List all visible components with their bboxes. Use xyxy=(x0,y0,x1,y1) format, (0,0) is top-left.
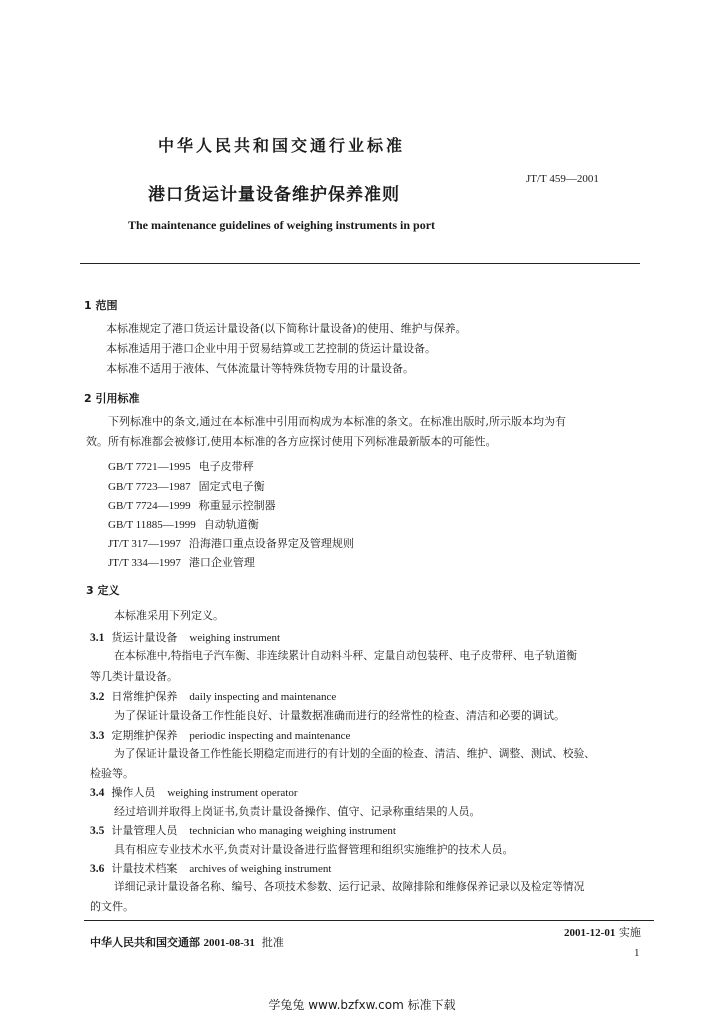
term-definition: 为了保证计量设备工作性能良好、计量数据准确而进行的经常性的检查、清洁和必要的调试。 xyxy=(114,709,565,722)
reference-item: GB/T 7724—1999 称重显示控制器 xyxy=(108,499,276,512)
page-number: 1 xyxy=(634,947,640,959)
site-watermark: 学兔兔 www.bzfxw.com 标准下载 xyxy=(268,998,456,1012)
term-definition: 详细记录计量设备名称、编号、各项技术参数、运行记录、故障排除和维修保养记录以及检定等情况 xyxy=(114,880,585,893)
document-title-cn: 港口货运计量设备维护保养准则 xyxy=(148,185,400,205)
section-1-line: 本标准规定了港口货运计量设备(以下简称计量设备)的使用、维护与保养。 xyxy=(106,322,467,335)
section-3-intro: 本标准采用下列定义。 xyxy=(114,609,224,622)
term-heading: 3.2 日常维护保养 daily inspecting and maintenance xyxy=(90,690,337,703)
section-2-heading: 2 引用标准 xyxy=(84,392,140,405)
section-1-line: 本标准不适用于液体、气体流量计等特殊货物专用的计量设备。 xyxy=(106,362,414,375)
term-heading: 3.3 定期维护保养 periodic inspecting and maintenance xyxy=(90,729,351,742)
term-definition: 具有相应专业技术水平,负责对计量设备进行监督管理和组织实施维护的技术人员。 xyxy=(114,843,514,856)
reference-item: GB/T 7721—1995 电子皮带秤 xyxy=(108,460,254,473)
term-definition: 经过培训并取得上岗证书,负责计量设备操作、值守、记录称重结果的人员。 xyxy=(114,805,481,818)
term-definition: 为了保证计量设备工作性能长期稳定而进行的有计划的全面的检查、清洁、维护、调整、测试、校验、 xyxy=(114,747,595,760)
standard-type-title: 中华人民共和国交通行业标准 xyxy=(158,136,406,155)
reference-item: GB/T 11885—1999 自动轨道衡 xyxy=(108,518,259,531)
term-heading: 3.1 货运计量设备 weighing instrument xyxy=(90,631,281,644)
term-definition: 的文件。 xyxy=(90,900,134,913)
footer-divider xyxy=(84,920,654,921)
document-title-en: The maintenance guidelines of weighing instruments in port xyxy=(128,218,436,232)
section-1-heading: 1 范围 xyxy=(84,299,118,312)
section-2-intro: 下列标准中的条文,通过在本标准中引用而构成为本标准的条文。在标准出版时,所示版本均为有 xyxy=(108,415,566,428)
term-heading: 3.4 操作人员 weighing instrument operator xyxy=(90,786,298,799)
term-definition: 在本标准中,特指电子汽车衡、非连续累计自动料斗秤、定量自动包装秤、电子皮带秤、电子轨道衡 xyxy=(114,649,577,662)
term-heading: 3.5 计量管理人员 technician who managing weighing instrument xyxy=(90,824,396,837)
term-heading: 3.6 计量技术档案 archives of weighing instrument xyxy=(90,862,332,875)
reference-item: JT/T 317—1997 沿海港口重点设备界定及管理规则 xyxy=(108,537,354,550)
header-divider xyxy=(80,263,640,264)
section-3-heading: 3 定义 xyxy=(86,584,120,597)
section-2-intro: 效。所有标准都会被修订,使用本标准的各方应探讨使用下列标准最新版本的可能性。 xyxy=(86,435,497,448)
section-1-line: 本标准适用于港口企业中用于贸易结算或工艺控制的货运计量设备。 xyxy=(106,342,436,355)
term-definition: 等几类计量设备。 xyxy=(90,670,178,683)
term-definition: 检验等。 xyxy=(90,767,134,780)
issue-info: 中华人民共和国交通部 2001-08-31 批准 xyxy=(90,936,284,949)
implementation-info: 2001-12-01 实施 xyxy=(564,926,641,939)
standard-code: JT/T 459—2001 xyxy=(526,173,599,185)
reference-item: JT/T 334—1997 港口企业管理 xyxy=(108,556,255,569)
reference-item: GB/T 7723—1987 固定式电子衡 xyxy=(108,480,265,493)
